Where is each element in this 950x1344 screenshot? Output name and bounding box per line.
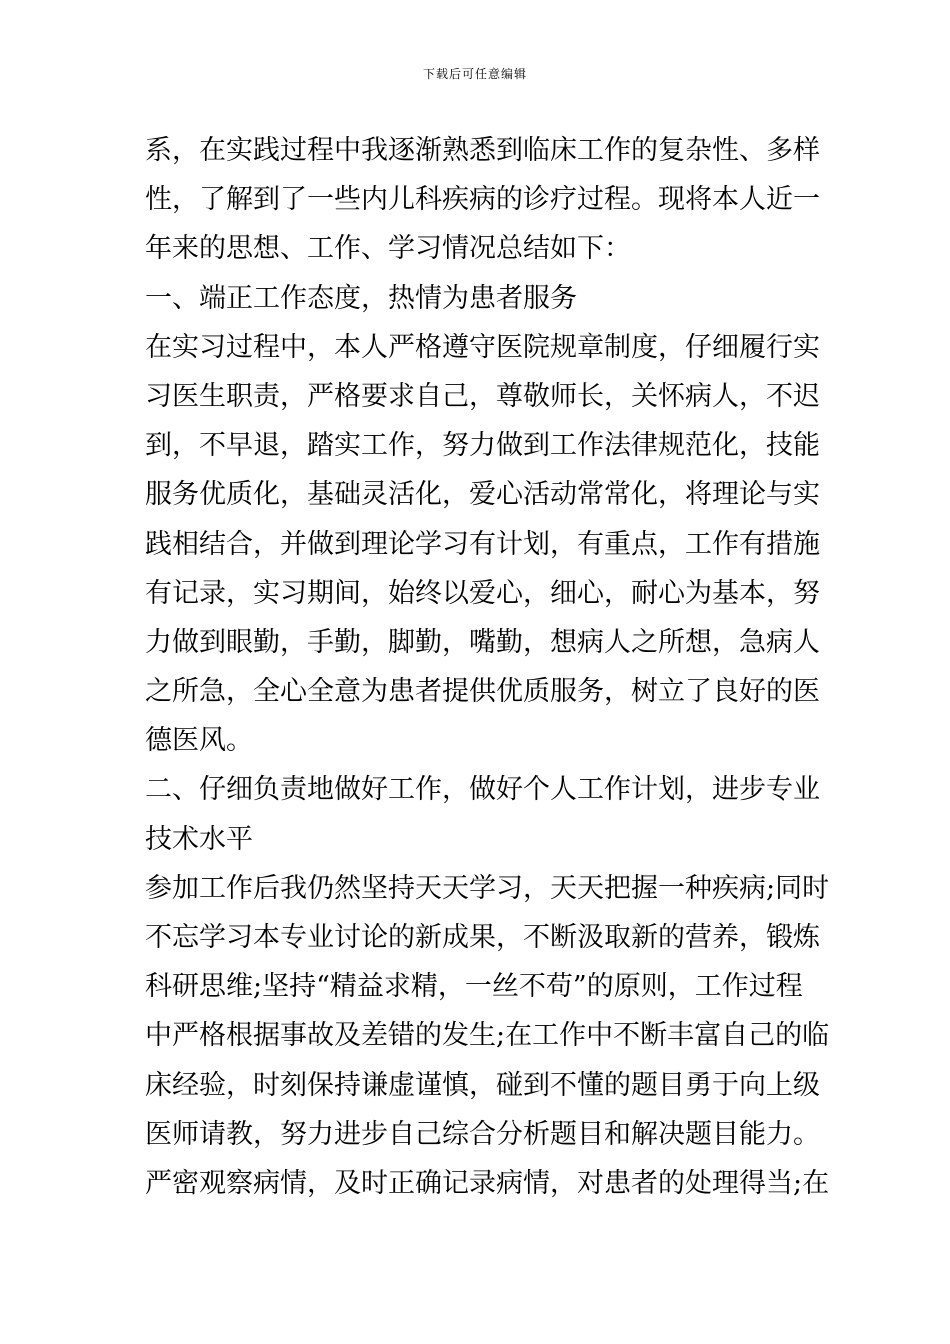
- text-line-13: 德医风。: [145, 725, 253, 757]
- text-line-21: 医师请教，努力进步自己综合分析题目和解决题目能力。: [145, 1118, 820, 1150]
- text-line-12: 之所急，全心全意为患者提供优质服务，树立了良好的医: [145, 676, 820, 708]
- text-line-19: 中严格根据事故及差错的发生;在工作中不断丰富自己的临: [145, 1020, 830, 1052]
- section-heading-2: 二、仔细负责地做好工作，做好个人工作计划，进步专业: [145, 774, 820, 806]
- text-line-17: 不忘学习本专业讨论的新成果，不断汲取新的营养，锻炼: [145, 922, 820, 953]
- section-heading-2-cont: 技术水平: [145, 823, 253, 855]
- text-line-2: 性，了解到了一些内儿科疾病的诊疗过程。现将本人近一: [145, 184, 820, 216]
- document-body: [145, 126, 830, 1208]
- text-line-8: 服务优质化，基础灵活化，爱心活动常常化，将理论与实: [145, 479, 820, 511]
- text-line-18: 科研思维;坚持“精益求精，一丝不苟”的原则，工作过程: [145, 971, 803, 1003]
- text-line-10: 有记录，实习期间，始终以爱心，细心，耐心为基本，努: [145, 577, 820, 609]
- text-line-3: 年来的思想、工作、学习情况总结如下：: [145, 233, 631, 265]
- text-line-1: 系，在实践过程中我逐渐熟悉到临床工作的复杂性、多样: [145, 135, 820, 166]
- section-heading-1: 一、端正工作态度，热情为患者服务: [145, 282, 577, 314]
- text-line-20: 床经验，时刻保持谦虚谨慎，碰到不懂的题目勇于向上级: [145, 1069, 820, 1101]
- text-line-22: 严密观察病情，及时正确记录病情，对患者的处理得当;在: [145, 1167, 830, 1199]
- text-line-6: 习医生职责，严格要求自己，尊敬师长，关怀病人，不迟: [145, 380, 820, 412]
- text-line-7: 到，不早退，踏实工作，努力做到工作法律规范化，技能: [145, 430, 820, 462]
- text-line-16: 参加工作后我仍然坚持天天学习，天天把握一种疾病;同时: [145, 872, 830, 904]
- page-header: 下载后可任意编辑: [422, 67, 527, 81]
- text-line-5: 在实习过程中，本人严格遵守医院规章制度，仔细履行实: [145, 331, 820, 363]
- text-line-11: 力做到眼勤，手勤，脚勤，嘴勤，想病人之所想，急病人: [145, 626, 820, 658]
- text-line-9: 践相结合，并做到理论学习有计划，有重点，工作有措施: [145, 528, 820, 560]
